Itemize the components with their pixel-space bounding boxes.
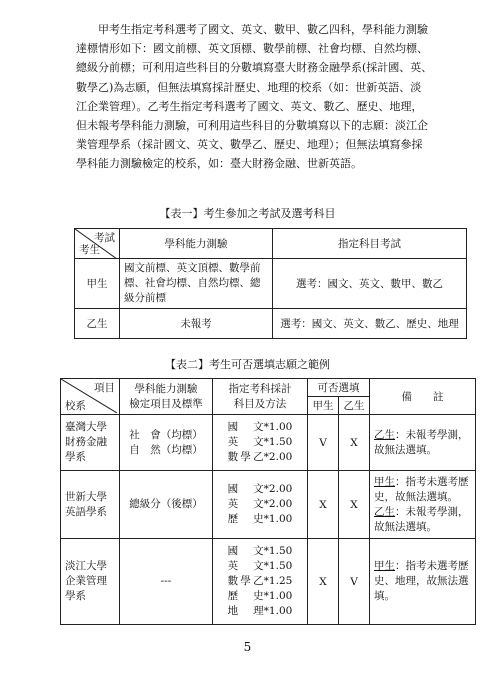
note-line bbox=[374, 475, 471, 490]
jia-status: X bbox=[308, 539, 339, 625]
ast-cell: 選考：國文、英文、數乙、歷史、地理 bbox=[273, 309, 467, 339]
note-line bbox=[374, 505, 471, 520]
note-line bbox=[374, 520, 471, 535]
note-cell bbox=[370, 415, 476, 471]
note-text: 故無法選填。 bbox=[374, 443, 437, 456]
subject-weight: *1.00 bbox=[263, 605, 293, 617]
subject-weight: *1.25 bbox=[263, 575, 293, 587]
header-line: 學科能力測驗 bbox=[134, 382, 198, 395]
note-text: 史、地理，故無法選 bbox=[374, 575, 469, 587]
header-line: 科目及方法 bbox=[233, 397, 287, 410]
note-line bbox=[374, 574, 471, 589]
header-line: 檢定項目及標準 bbox=[129, 397, 203, 410]
header-ast: 指定科目考試 bbox=[273, 229, 467, 259]
cell-line: 國文前標、英文頂標、數學前 bbox=[124, 262, 261, 274]
jia-status: V bbox=[308, 415, 339, 471]
page-number: 5 bbox=[243, 640, 252, 654]
subject-line bbox=[214, 482, 306, 497]
cell-line: 社 會（均標） bbox=[129, 428, 203, 441]
subject-line bbox=[214, 435, 306, 450]
student-label: 乙生 bbox=[75, 309, 120, 339]
cell-line: 自 然（均標） bbox=[129, 443, 203, 456]
cell-line: 世新大學 bbox=[65, 490, 107, 503]
cell-line: 總級分（後標） bbox=[129, 498, 203, 510]
subject-line bbox=[214, 589, 306, 604]
cell-line: --- bbox=[160, 575, 172, 587]
header-gsat bbox=[120, 379, 213, 415]
table-row bbox=[61, 415, 476, 471]
dept-cell bbox=[61, 471, 120, 539]
paragraph-line: 業管理學系（採計國文、英文、數學乙、歷史、地理）；但無法填寫參採 bbox=[76, 138, 423, 152]
note-line bbox=[374, 428, 471, 443]
table-row bbox=[61, 471, 476, 539]
ast-cell bbox=[213, 471, 308, 539]
note-text: ：指考未選考歷 bbox=[395, 560, 469, 572]
ast-cell: 選考：國文、英文、數甲、數乙 bbox=[273, 259, 467, 309]
eligibility-table bbox=[60, 378, 476, 625]
subject-weight: *2.00 bbox=[263, 483, 293, 495]
note-line bbox=[374, 443, 471, 458]
ast-cell bbox=[213, 539, 308, 625]
subject-weight: *1.50 bbox=[263, 436, 293, 448]
yi-status: V bbox=[339, 539, 370, 625]
paragraph-line: 數學乙)為志願，但無法填寫採計歷史、地理的校系（如：世新英語、淡 bbox=[76, 80, 422, 94]
gsat-cell bbox=[120, 259, 273, 309]
paragraph-line: 學科能力測驗檢定的校系，如：臺大財務金融、世新英語。 bbox=[76, 157, 362, 171]
subject-line bbox=[214, 559, 306, 574]
note-text: ：指考未選考歷 bbox=[395, 475, 469, 488]
corner-top-label: 項目 bbox=[94, 382, 115, 394]
gsat-cell: 未報考 bbox=[120, 309, 273, 339]
table2-caption: 【表二】考生可否選填志願之範例 bbox=[165, 358, 330, 371]
subject-weight: *1.00 bbox=[263, 421, 293, 433]
table-row bbox=[61, 539, 476, 625]
table-row bbox=[75, 309, 467, 339]
subject-weight: *1.00 bbox=[263, 590, 293, 602]
cell-line: 企業管理 bbox=[65, 575, 107, 587]
dept-cell bbox=[61, 415, 120, 471]
corner-top-label: 考試 bbox=[94, 232, 115, 244]
subject-weight: *2.00 bbox=[263, 451, 293, 463]
subject-name: 數學乙 bbox=[227, 451, 264, 463]
ast-cell bbox=[213, 415, 308, 471]
subject-weight: *1.50 bbox=[263, 545, 293, 557]
header-ast bbox=[213, 379, 308, 415]
subject-line bbox=[214, 512, 306, 527]
student-label: 甲生 bbox=[75, 259, 120, 309]
subject-name: 數學乙 bbox=[227, 575, 264, 587]
paragraph-line: 甲考生指定考科選考了國文、英文、數甲、數乙四科，學科能力測驗 bbox=[98, 23, 428, 36]
cell-line: 臺灣大學 bbox=[65, 421, 107, 433]
diagonal-header-cell bbox=[61, 379, 120, 415]
note-line bbox=[374, 589, 471, 604]
dept-cell bbox=[61, 539, 120, 625]
exam-table bbox=[74, 228, 467, 339]
subject-weight: *2.00 bbox=[263, 498, 293, 510]
subject-line bbox=[214, 450, 306, 465]
cell-line: 淡江大學 bbox=[65, 560, 107, 572]
header-jia: 甲生 bbox=[308, 397, 339, 415]
gsat-cell bbox=[120, 539, 213, 625]
subject-name: 英文 bbox=[227, 560, 264, 572]
subject-line bbox=[214, 574, 306, 589]
header-line: 指定考科採計 bbox=[228, 382, 292, 395]
cell-line: 學系 bbox=[65, 590, 86, 602]
header-gsat: 學科能力測驗 bbox=[120, 229, 273, 259]
yi-status: X bbox=[339, 415, 370, 471]
note-cell bbox=[370, 539, 476, 625]
subject-name: 英文 bbox=[227, 498, 264, 510]
subject-weight: *1.50 bbox=[263, 560, 293, 572]
paragraph-line: 但未報考學科能力測驗，可利用這些科目的分數填寫以下的志願：淡江企 bbox=[76, 119, 428, 133]
table1-caption: 【表一】考生參加之考試及選考科目 bbox=[159, 207, 336, 220]
note-line bbox=[374, 490, 471, 505]
header-yi: 乙生 bbox=[339, 397, 370, 415]
corner-bottom-label: 考生 bbox=[79, 244, 100, 256]
cell-line: 財務金融 bbox=[65, 436, 107, 448]
subject-line bbox=[214, 497, 306, 512]
note-text: 填。 bbox=[374, 590, 395, 602]
subject-name: 國文 bbox=[227, 483, 264, 495]
note-student: 乙生 bbox=[374, 505, 395, 518]
paragraph-line: 江企業管理）。乙考生指定考科選考了國文、英文、數乙、歷史、地理， bbox=[76, 99, 423, 113]
paragraph-line: 總級分前標；可利用這些科目的分數填寫臺大財務金融學系(採計國、英、 bbox=[76, 61, 433, 75]
subject-name: 國文 bbox=[227, 421, 264, 433]
diagonal-header-cell bbox=[75, 229, 120, 259]
subject-weight: *1.00 bbox=[263, 513, 293, 525]
jia-status: X bbox=[308, 471, 339, 539]
yi-status: X bbox=[339, 471, 370, 539]
subject-line bbox=[214, 604, 306, 619]
note-text: ：未報考學測， bbox=[395, 428, 469, 441]
paragraph-line: 達標情形如下：國文前標、英文頂標、數學前標、社會均標、自然均標、 bbox=[76, 42, 428, 56]
header-can-apply: 可否選填 bbox=[308, 379, 370, 397]
subject-name: 英文 bbox=[227, 436, 264, 448]
cell-line: 級分前標 bbox=[124, 292, 166, 304]
note-text: 故無法選填。 bbox=[374, 520, 437, 533]
note-student: 甲生 bbox=[374, 475, 395, 488]
note-student: 甲生 bbox=[374, 560, 395, 572]
subject-line bbox=[214, 420, 306, 435]
cell-line: 學系 bbox=[65, 451, 86, 463]
header-note: 備 註 bbox=[370, 379, 476, 415]
gsat-cell bbox=[120, 471, 213, 539]
cell-line: 英語學系 bbox=[65, 505, 107, 518]
note-line bbox=[374, 559, 471, 574]
subject-name: 地理 bbox=[227, 605, 264, 617]
subject-name: 歷史 bbox=[227, 513, 264, 525]
note-cell bbox=[370, 471, 476, 539]
cell-line: 標、社會均標、自然均標、總 bbox=[124, 277, 261, 289]
gsat-cell bbox=[120, 415, 213, 471]
subject-line bbox=[214, 544, 306, 559]
subject-name: 歷史 bbox=[227, 590, 264, 602]
intro-paragraph bbox=[76, 20, 468, 174]
note-student: 乙生 bbox=[374, 428, 395, 441]
subject-name: 國文 bbox=[227, 545, 264, 557]
corner-bottom-label: 校系 bbox=[65, 400, 86, 412]
note-text: 史，故無法選填。 bbox=[374, 490, 458, 503]
note-text: ：未報考學測， bbox=[395, 505, 469, 518]
table-row bbox=[75, 259, 467, 309]
